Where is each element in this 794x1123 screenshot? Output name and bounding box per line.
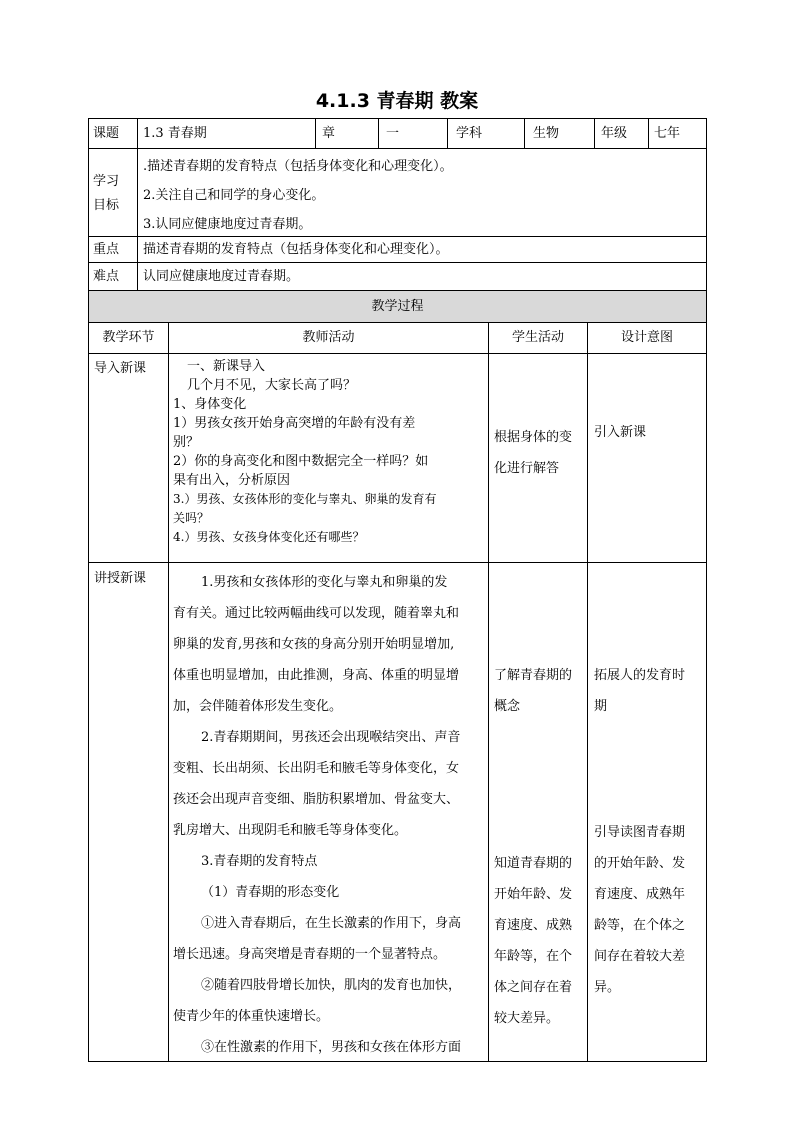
text-line: 2）你的身高变化和图中数据完全一样吗？如 bbox=[173, 454, 429, 469]
text-line: 1）男孩女孩开始身高突增的年龄有没有差 bbox=[173, 416, 416, 431]
chapter-value: 一 bbox=[386, 126, 400, 141]
text-line: 育有关。通过比较两幅曲线可以发现，随着睾丸和 bbox=[173, 606, 460, 621]
text-line: 使青少年的体重快速增长。 bbox=[173, 1009, 330, 1024]
design-intent-lecture-a bbox=[594, 660, 685, 722]
text-line: 年龄等，在个 bbox=[494, 949, 573, 964]
teacher-activity-intro bbox=[173, 357, 485, 547]
goals-label-line: 学习 bbox=[93, 174, 120, 189]
text-line: 别？ bbox=[173, 435, 200, 450]
text-line: 3.）男孩、女孩体形的变化与睾丸、卵巢的发育有 bbox=[173, 492, 437, 506]
text-line: 育速度、成熟 bbox=[494, 918, 573, 933]
text-line: 期 bbox=[594, 699, 608, 714]
teacher-activity-lecture bbox=[173, 567, 485, 1063]
stage-intro: 导入新课 bbox=[94, 361, 147, 376]
text-line: 拓展人的发育时 bbox=[594, 668, 686, 683]
table-rule bbox=[378, 118, 379, 149]
topic-value: 1.3 青春期 bbox=[143, 126, 207, 141]
text-line: 1.男孩和女孩体形的变化与睾丸和卵巢的发 bbox=[201, 575, 448, 590]
text-line: 孩还会出现声音变细、脂肪积累增加、骨盆变大、 bbox=[173, 792, 460, 807]
design-intent-intro: 引入新课 bbox=[594, 425, 647, 440]
table-rule bbox=[88, 353, 707, 354]
text-line: 间存在着较大差 bbox=[594, 949, 686, 964]
grade-value: 七年 bbox=[654, 126, 681, 141]
text-line: 体之间存在着 bbox=[494, 980, 573, 995]
chapter-label: 章 bbox=[322, 126, 336, 141]
key-point-label: 重点 bbox=[93, 242, 120, 257]
text-line: ③在性激素的作用下，男孩和女孩在体形方面 bbox=[201, 1040, 462, 1055]
table-rule bbox=[524, 118, 525, 149]
text-line: 体重也明显增加，由此推测，身高、体重的明显增 bbox=[173, 668, 460, 683]
subject-value: 生物 bbox=[533, 126, 560, 141]
column-header-teacher: 教师活动 bbox=[302, 330, 355, 345]
text-line: 知道青春期的 bbox=[494, 856, 573, 871]
goal-item: 3.认同应健康地度过青春期。 bbox=[143, 217, 312, 232]
goal-item: .描述青春期的发育特点（包括身体变化和心理变化）。 bbox=[143, 159, 453, 174]
table-rule bbox=[88, 290, 707, 291]
table-rule bbox=[88, 562, 707, 563]
table-rule bbox=[706, 118, 707, 1062]
goals-label bbox=[93, 170, 119, 218]
student-activity-lecture-b bbox=[494, 848, 572, 1034]
stage-lecture: 讲授新课 bbox=[94, 571, 147, 586]
table-rule bbox=[88, 118, 89, 1062]
text-line: ①进入青春期后，在生长激素的作用下，身高 bbox=[201, 916, 462, 931]
column-header-intent: 设计意图 bbox=[620, 330, 673, 345]
text-line: 开始年龄、发 bbox=[494, 887, 573, 902]
text-line: 引导读图青春期 bbox=[594, 825, 686, 840]
goals-label-line: 目标 bbox=[93, 198, 120, 213]
text-line: 2.青春期期间，男孩还会出现喉结突出、声音 bbox=[201, 730, 461, 745]
goals-text bbox=[143, 152, 453, 239]
column-header-stage: 教学环节 bbox=[102, 330, 155, 345]
goal-item: 2.关注自己和同学的身心变化。 bbox=[143, 188, 325, 203]
text-line: 3.青春期的发育特点 bbox=[201, 854, 318, 869]
table-rule bbox=[88, 322, 707, 323]
grade-label: 年级 bbox=[601, 126, 628, 141]
design-intent-lecture-b bbox=[594, 817, 685, 1003]
text-line: 增长迅速。身高突增是青春期的一个显著特点。 bbox=[173, 947, 447, 962]
text-line: 1、身体变化 bbox=[173, 397, 247, 412]
text-line: 变粗、长出胡须、长出阴毛和腋毛等身体变化，女 bbox=[173, 761, 460, 776]
table-rule bbox=[315, 118, 316, 149]
text-line: 乳房增大、出现阴毛和腋毛等身体变化。 bbox=[173, 823, 408, 838]
process-heading: 教学过程 bbox=[371, 299, 424, 314]
table-rule bbox=[137, 148, 138, 291]
student-activity-intro bbox=[494, 422, 572, 484]
text-line: 几个月不见，大家长高了吗？ bbox=[187, 378, 357, 393]
topic-label: 课题 bbox=[93, 126, 120, 141]
text-line: 关吗？ bbox=[173, 511, 210, 525]
table-rule bbox=[137, 118, 138, 149]
text-line: ②随着四肢骨增长加快，肌肉的发育也加快， bbox=[201, 978, 462, 993]
table-rule bbox=[648, 118, 649, 149]
subject-label: 学科 bbox=[456, 126, 483, 141]
key-point-text: 描述青春期的发育特点（包括身体变化和心理变化）。 bbox=[143, 242, 449, 257]
table-rule bbox=[447, 118, 448, 149]
table-rule bbox=[88, 118, 707, 119]
table-rule bbox=[488, 322, 489, 1062]
text-line: 卵巢的发育,男孩和女孩的身高分别开始明显增加, bbox=[173, 637, 455, 652]
table-rule bbox=[587, 322, 588, 1062]
text-line: 根据身体的变 bbox=[494, 430, 573, 445]
text-line: 化进行解答 bbox=[494, 461, 560, 476]
text-line: 较大差异。 bbox=[494, 1011, 560, 1026]
student-activity-lecture-a bbox=[494, 660, 572, 722]
text-line: 加，会伴随着体形发生变化。 bbox=[173, 699, 343, 714]
text-line: （1）青春期的形态变化 bbox=[201, 885, 340, 900]
text-line: 育速度、成熟年 bbox=[594, 887, 686, 902]
page-title: 4.1.3 青春期 教案 bbox=[315, 90, 479, 112]
text-line: 一、新课导入 bbox=[187, 359, 266, 374]
text-line: 龄等，在个体之 bbox=[594, 918, 686, 933]
text-line: 概念 bbox=[494, 699, 521, 714]
column-header-student: 学生活动 bbox=[511, 330, 564, 345]
difficulty-label: 难点 bbox=[93, 269, 120, 284]
text-line: 果有出入，分析原因 bbox=[173, 473, 291, 488]
text-line: 4.）男孩、女孩身体变化还有哪些？ bbox=[173, 530, 365, 544]
table-rule bbox=[88, 148, 707, 149]
difficulty-text: 认同应健康地度过青春期。 bbox=[143, 269, 300, 284]
table-rule bbox=[168, 322, 169, 1062]
text-line: 了解青春期的 bbox=[494, 668, 573, 683]
text-line: 的开始年龄、发 bbox=[594, 856, 686, 871]
text-line: 异。 bbox=[594, 980, 621, 995]
table-rule bbox=[594, 118, 595, 149]
table-rule bbox=[88, 262, 707, 263]
